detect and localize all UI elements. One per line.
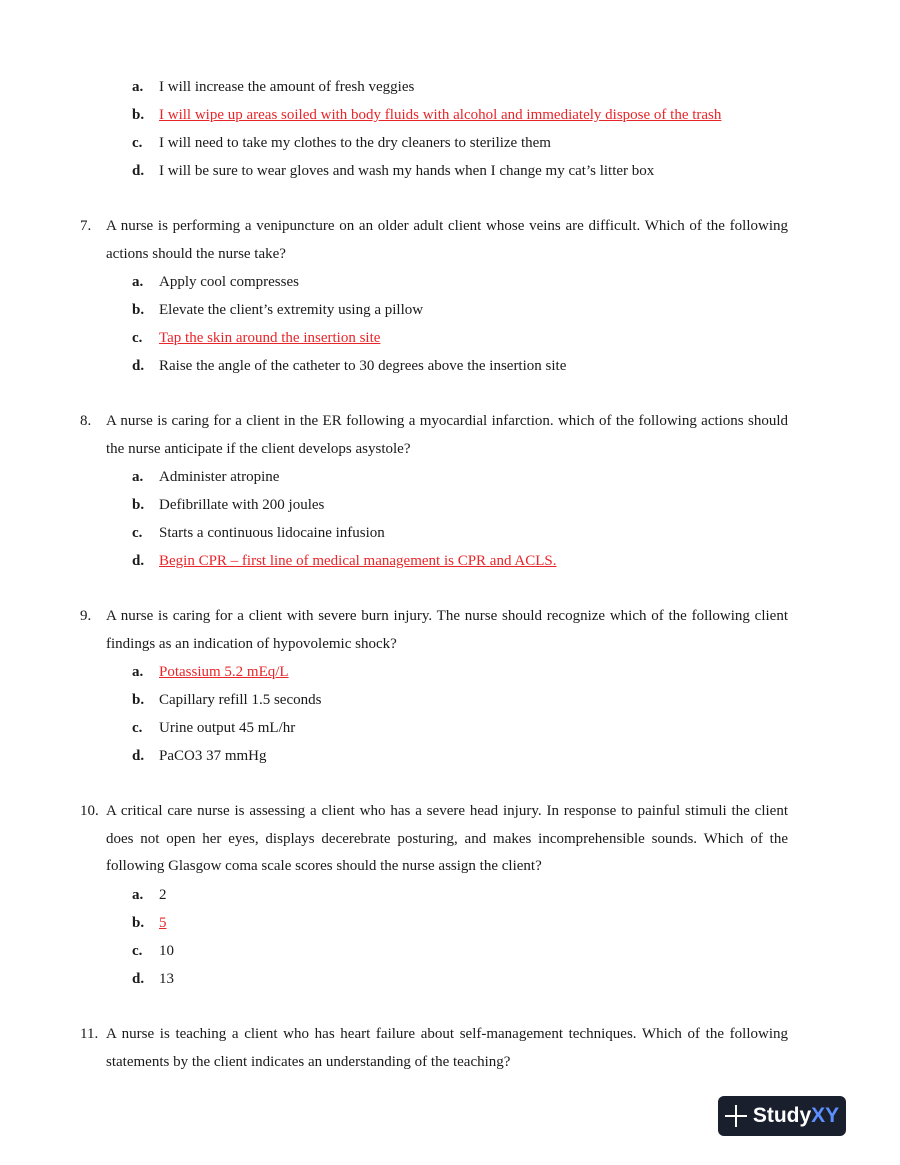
option-prev-c [132,133,551,153]
option-8a [132,467,279,487]
option-10b [132,913,167,933]
option-letter: d. [132,163,145,179]
option-text: Administer atropine [159,469,280,485]
option-7d [132,356,566,376]
studyxy-logo-badge[interactable] [718,1096,846,1136]
option-text-correct: I will wipe up areas soiled with body fluids with alcohol and immediately dispose of the trash [159,107,722,123]
option-8c [132,523,385,543]
option-text: 10 [159,943,174,959]
option-text: I will need to take my clothes to the dry cleaners to sterilize them [159,135,551,151]
option-7c [132,328,380,348]
question-7 [80,213,788,268]
question-stem: A nurse is caring for a client with severe burn injury. The nurse should recognize which of the following client findings as an indication of hypovolemic shock? [106,608,788,652]
option-text: Apply cool compresses [159,274,299,290]
option-text: I will be sure to wear gloves and wash my hands when I change my cat’s litter box [159,163,655,179]
question-10 [80,798,788,881]
brand-label [753,1104,839,1128]
option-letter: c. [132,525,143,541]
option-text-correct: Potassium 5.2 mEq/L [159,664,289,680]
option-letter: c. [132,330,143,346]
option-text: 2 [159,887,167,903]
option-9a [132,662,289,682]
question-9 [80,603,788,658]
option-prev-d [132,161,654,181]
option-7b [132,300,423,320]
option-text: Elevate the client’s extremity using a pillow [159,302,424,318]
option-letter: b. [132,692,145,708]
option-letter: a. [132,79,144,95]
option-text-correct: Tap the skin around the insertion site [159,330,381,346]
option-text: Defibrillate with 200 joules [159,497,325,513]
question-stem: A critical care nurse is assessing a client who has a severe head injury. In response to painful stimuli the client does not open her eyes, displays decerebrate posturing, and makes incomprehensible sounds. Which of the following Glasgow coma scale scores should the nurse assign the client? [106,803,788,874]
question-number: 10. [80,803,99,819]
option-text: PaCO3 37 mmHg [159,748,267,764]
option-text: Capillary refill 1.5 seconds [159,692,322,708]
option-letter: c. [132,720,143,736]
plus-icon [725,1105,747,1127]
option-letter: a. [132,469,144,485]
option-text-correct: 5 [159,915,167,931]
option-letter: b. [132,302,145,318]
question-number: 11. [80,1026,99,1042]
question-stem: A nurse is teaching a client who has heart failure about self-management techniques. Which of the following statements by the client indicates an understanding of the teaching? [106,1026,788,1070]
question-stem: A nurse is performing a venipuncture on an older adult client whose veins are difficult. Which of the following actions should the nurse take? [106,218,788,262]
option-text: I will increase the amount of fresh veggies [159,79,415,95]
option-letter: d. [132,971,145,987]
option-letter: d. [132,358,145,374]
option-letter: c. [132,135,143,151]
question-number: 9. [80,608,92,624]
option-letter: a. [132,274,144,290]
option-7a [132,272,299,292]
option-letter: d. [132,553,145,569]
option-letter: a. [132,887,144,903]
option-10a [132,885,167,905]
question-number: 7. [80,218,92,234]
option-letter: c. [132,943,143,959]
option-10d [132,969,174,989]
option-9c [132,718,295,738]
option-prev-b [132,105,721,125]
brand-label-accent: XY [811,1104,840,1127]
option-text-correct: Begin CPR – first line of medical management is CPR and ACLS. [159,553,557,569]
option-letter: b. [132,915,145,931]
option-8b [132,495,324,515]
option-8d [132,551,556,571]
brand-label-main: Study [752,1104,812,1127]
option-letter: b. [132,107,145,123]
option-9b [132,690,321,710]
question-number: 8. [80,413,92,429]
option-letter: a. [132,664,144,680]
option-letter: b. [132,497,145,513]
option-text: Raise the angle of the catheter to 30 degrees above the insertion site [159,358,567,374]
option-10c [132,941,174,961]
question-8 [80,408,788,463]
option-text: Urine output 45 mL/hr [159,720,296,736]
option-text: Starts a continuous lidocaine infusion [159,525,385,541]
question-stem: A nurse is caring for a client in the ER following a myocardial infarction. which of the following actions should the nurse anticipate if the client develops asystole? [106,413,788,457]
option-letter: d. [132,748,145,764]
question-11 [80,1021,788,1076]
option-text: 13 [159,971,174,987]
option-9d [132,746,267,766]
option-prev-a [132,77,414,97]
